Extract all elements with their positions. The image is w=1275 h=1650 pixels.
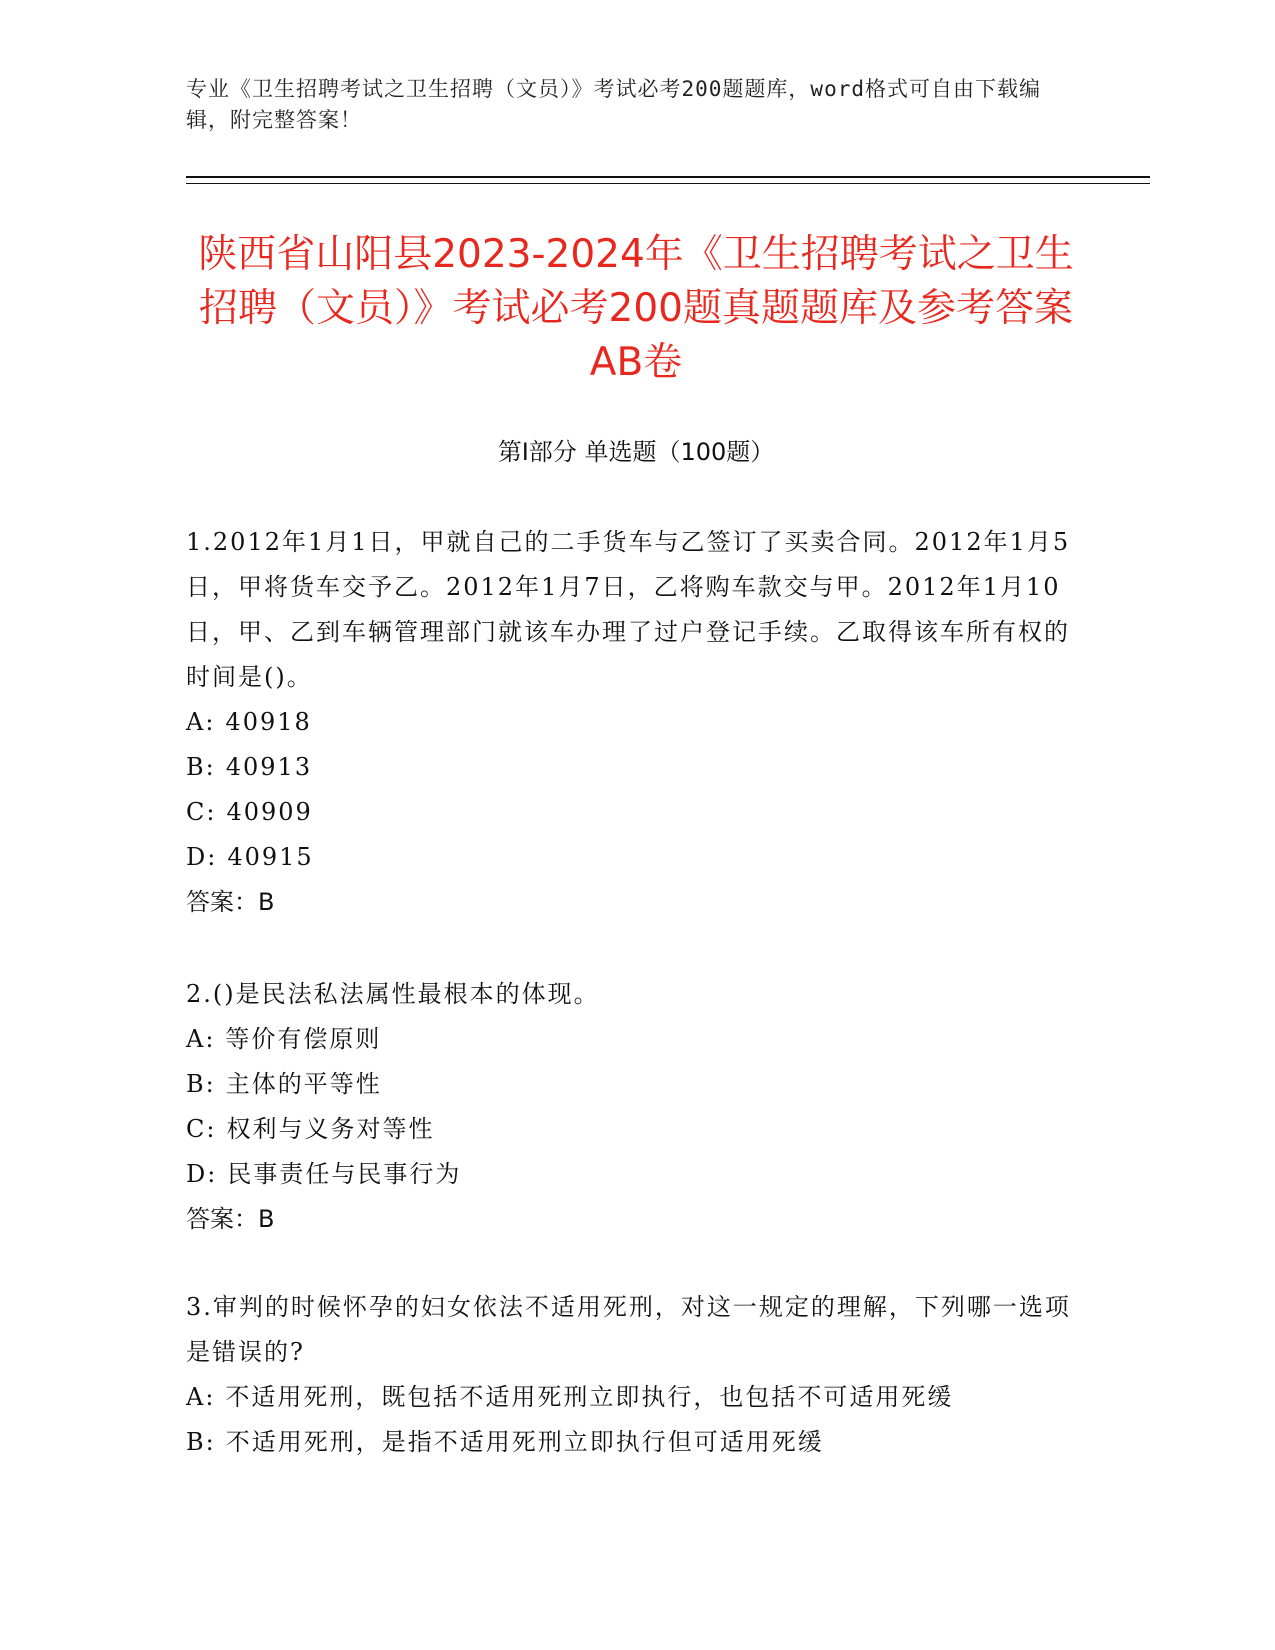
option-text: 权利与义务对等性 — [226, 1115, 435, 1143]
option-text: 民事责任与民事行为 — [227, 1160, 462, 1188]
option-text: 40913 — [225, 753, 313, 781]
document-title: 陕西省山阳县2023-2024年《卫生招聘考试之卫生招聘（文员）》考试必考200题真题题库及参考答案AB卷 — [198, 232, 1074, 385]
header-rule-thick — [186, 176, 1150, 178]
question-1 — [186, 520, 1076, 925]
answer-line: 答案：B — [186, 888, 275, 916]
option-text: 40915 — [227, 843, 314, 871]
option-text: 40909 — [226, 798, 313, 826]
option-label: B: — [186, 1070, 216, 1098]
question-stem: 1.2012年1月1日，甲就自己的二手货车与乙签订了买卖合同。2012年1月5日，甲将货车交予乙。2012年1月7日，乙将购车款交与甲。2012年1月10日，甲、乙到车辆管理部门就该车办理了过户登记手续。乙取得该车所有权的时间是()。 — [186, 528, 1071, 691]
option-c — [186, 790, 1076, 835]
option-text: 等价有偿原则 — [225, 1025, 382, 1053]
option-label: D: — [186, 843, 218, 871]
question-stem: 3.审判的时候怀孕的妇女依法不适用死刑，对这一规定的理解，下列哪一选项是错误的? — [186, 1293, 1071, 1366]
option-b — [186, 1062, 1076, 1107]
option-d — [186, 835, 1076, 880]
option-label: A: — [186, 1025, 216, 1053]
header-note: 专业《卫生招聘考试之卫生招聘（文员）》考试必考200题题库，word格式可自由下载编辑，附完整答案！ — [186, 77, 1041, 132]
option-b — [186, 745, 1076, 790]
option-a — [186, 1375, 1076, 1420]
option-label: C: — [186, 1115, 217, 1143]
option-text: 主体的平等性 — [225, 1070, 382, 1098]
question-stem: 2.()是民法私法属性最根本的体现。 — [186, 980, 600, 1008]
option-d — [186, 1152, 1076, 1197]
option-text: 不适用死刑，既包括不适用死刑立即执行，也包括不可适用死缓 — [225, 1383, 954, 1411]
header-rule-thin — [186, 183, 1150, 184]
option-label: A: — [186, 708, 216, 736]
option-text: 40918 — [225, 708, 312, 736]
question-3 — [186, 1285, 1076, 1465]
option-label: B: — [186, 1428, 216, 1456]
option-text: 不适用死刑，是指不适用死刑立即执行但可适用死缓 — [225, 1428, 824, 1456]
question-2 — [186, 972, 1076, 1242]
option-label: C: — [186, 798, 217, 826]
option-c — [186, 1107, 1076, 1152]
option-a — [186, 700, 1076, 745]
option-label: D: — [186, 1160, 218, 1188]
option-a — [186, 1017, 1076, 1062]
section-heading: 第I部分 单选题（100题） — [497, 438, 775, 466]
option-label: B: — [186, 753, 216, 781]
answer-line: 答案：B — [186, 1205, 275, 1233]
option-label: A: — [186, 1383, 216, 1411]
option-b — [186, 1420, 1076, 1465]
